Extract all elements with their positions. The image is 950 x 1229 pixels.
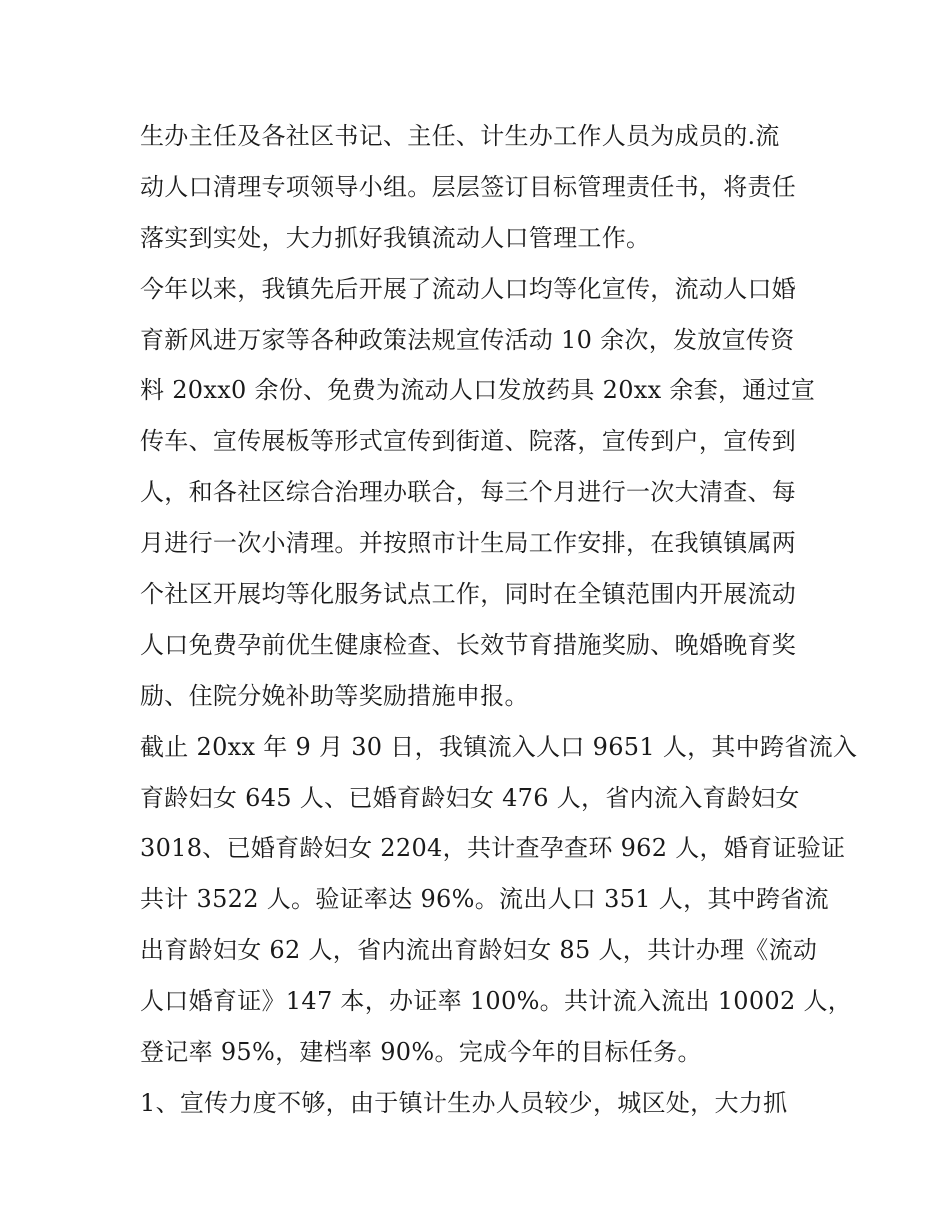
text-line: 人，和各社区综合治理办联合，每三个月进行一次大清查、每 [140,478,797,507]
text-line: 励、住院分娩补助等奖励措施申报。 [140,681,529,710]
text-line: 月进行一次小清理。并按照市计生局工作安排，在我镇镇属两 [140,529,797,558]
text-line: 落实到实处，大力抓好我镇流动人口管理工作。 [140,223,651,252]
document-body [140,111,858,1129]
text-line: 人口婚育证》147 本，办证率 100%。共计流入流出 10002 人， [140,987,853,1016]
text-line: 今年以来，我镇先后开展了流动人口均等化宣传，流动人口婚 [140,274,797,303]
text-line: 生办主任及各社区书记、主任、计生办工作人员为成员的.流 [140,122,780,150]
text-line: 动人口清理专项领导小组。层层签订目标管理责任书，将责任 [140,172,797,201]
text-line: 育龄妇女 645 人、已婚育龄妇女 476 人，省内流入育龄妇女 [140,783,800,812]
text-line: 人口免费孕前优生健康检查、长效节育措施奖励、晚婚晚育奖 [140,630,797,659]
text-line: 个社区开展均等化服务试点工作，同时在全镇范围内开展流动 [140,580,797,609]
text-line: 1、宣传力度不够，由于镇计生办人员较少，城区处，大力抓 [140,1088,788,1117]
text-line: 料 20xx0 余份、免费为流动人口发放药具 20xx 余套，通过宣 [140,376,816,405]
text-line: 育新风进万家等各种政策法规宣传活动 10 余次，发放宣传资 [140,325,795,354]
text-line: 传车、宣传展板等形式宣传到街道、院落，宣传到户，宣传到 [140,427,797,456]
text-line: 共计 3522 人。验证率达 96%。流出人口 351 人，其中跨省流 [140,885,829,914]
text-line: 出育龄妇女 62 人，省内流出育龄妇女 85 人，共计办理《流动 [140,936,818,965]
text-line: 3018、已婚育龄妇女 2204，共计查孕查环 962 人，婚育证验证 [140,834,846,863]
text-line: 登记率 95%，建档率 90%。完成今年的目标任务。 [140,1038,702,1067]
text-line: 截止 20xx 年 9 月 30 日，我镇流入人口 9651 人，其中跨省流入 [140,732,858,761]
